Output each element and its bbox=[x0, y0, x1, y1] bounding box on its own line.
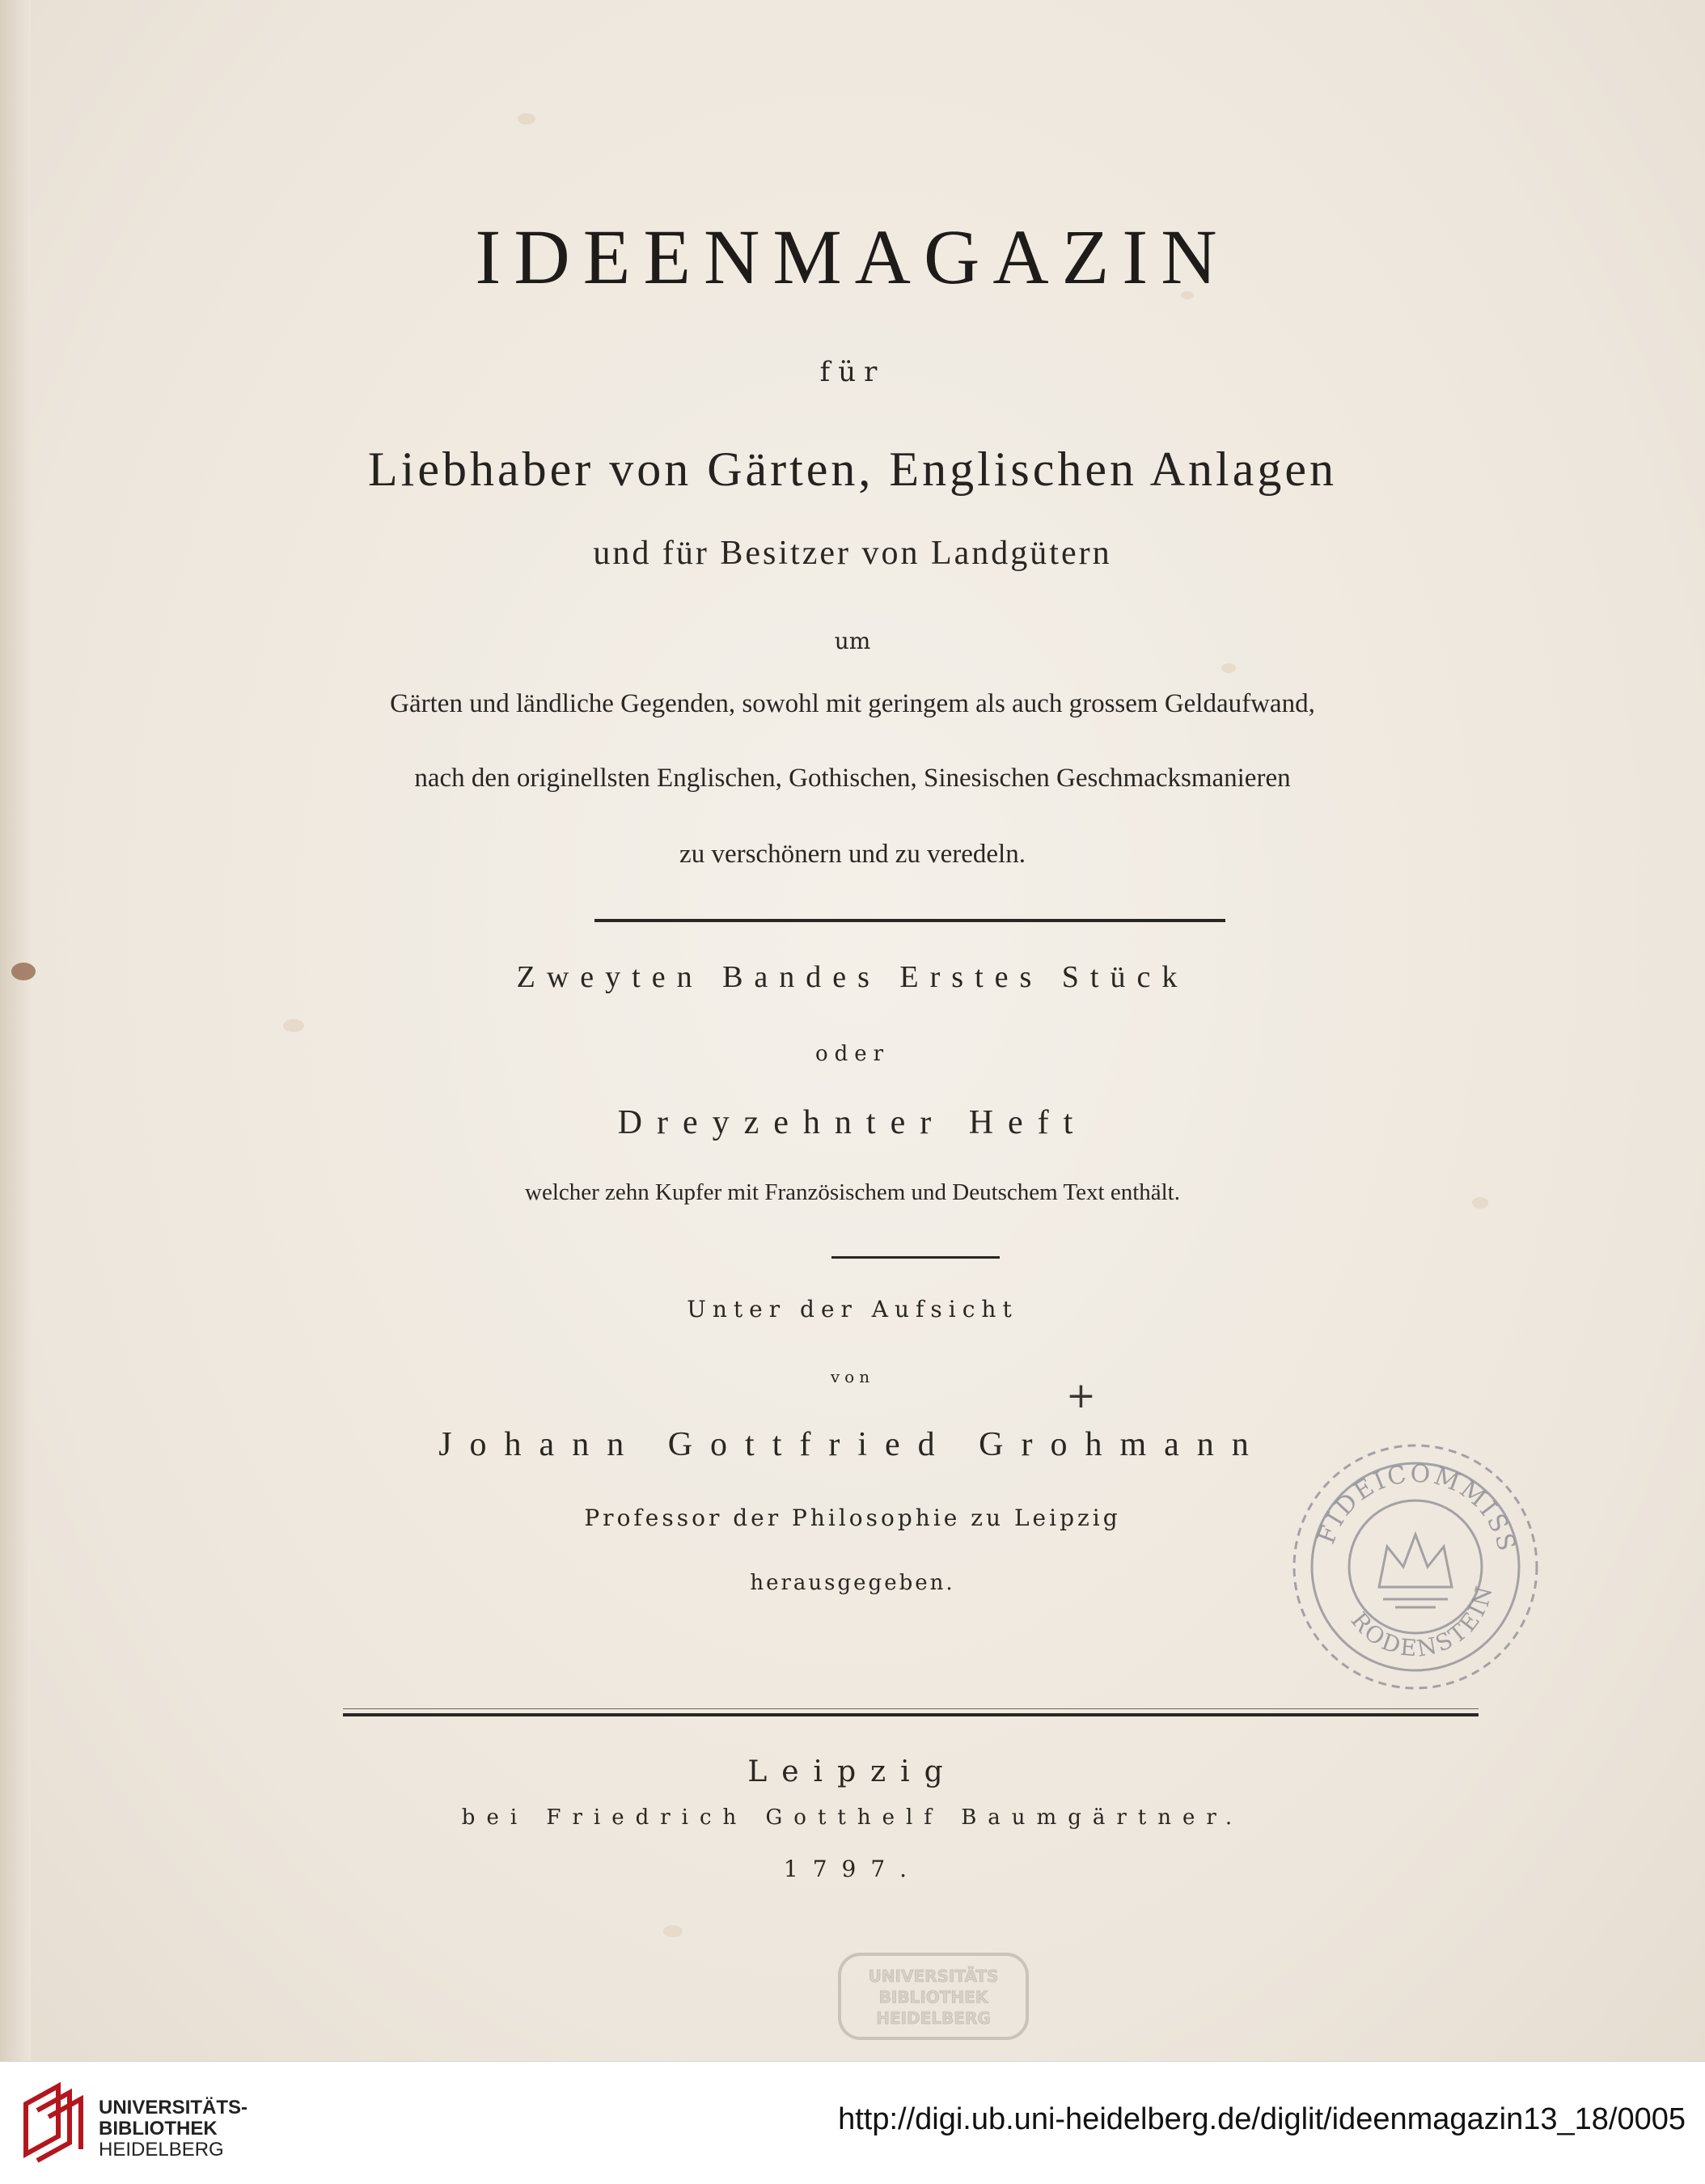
short-divider-rule bbox=[831, 1256, 1000, 1259]
description-line-1: Gärten und ländliche Gegenden, sowohl mit geringem als auch grossem Geldaufwand, bbox=[390, 689, 1315, 718]
permalink-url[interactable]: http://digi.ub.uni-heidelberg.de/diglit/ideenmagazin13_18/0005 bbox=[838, 2102, 1686, 2136]
handwritten-cross-mark: + bbox=[1066, 1375, 1096, 1416]
page-spine-shadow bbox=[0, 0, 31, 2061]
subtitle-line-2: und für Besitzer von Landgütern bbox=[593, 535, 1112, 572]
fideicommiss-seal-stamp bbox=[1282, 1433, 1549, 1700]
library-name-line-2: BIBLIOTHEK bbox=[99, 2118, 218, 2140]
library-name-line-1: UNIVERSITÄTS- bbox=[99, 2097, 248, 2118]
editor-title: Professor der Philosophie zu Leipzig bbox=[584, 1505, 1121, 1531]
foxing-spot bbox=[283, 1019, 304, 1032]
supervision-line: Unter der Aufsicht bbox=[687, 1296, 1018, 1323]
place-of-publication: Leipzig bbox=[747, 1755, 958, 1788]
description-line-3: zu verschönern und zu veredeln. bbox=[679, 840, 1026, 869]
for-word: für bbox=[819, 356, 886, 388]
svg-text:FIDEICOMMISS: FIDEICOMMISS bbox=[1312, 1459, 1521, 1556]
editor-name: Johann Gottfried Grohmann bbox=[438, 1426, 1267, 1463]
foxing-spot bbox=[518, 113, 535, 125]
svg-text:UNIVERSITÄTS: UNIVERSITÄTS bbox=[868, 1966, 999, 1986]
svg-text:BIBLIOTHEK: BIBLIOTHEK bbox=[878, 1987, 988, 2007]
subtitle-line-1: Liebhaber von Gärten, Englischen Anlagen bbox=[368, 442, 1337, 496]
svg-text:RODENSTEIN: RODENSTEIN bbox=[1345, 1581, 1499, 1662]
issue-line: Dreyzehnter Heft bbox=[617, 1104, 1088, 1141]
um-word: um bbox=[834, 628, 871, 654]
digitization-footer bbox=[0, 2061, 1705, 2184]
description-line-2: nach den originellsten Englischen, Gothischen, Sinesischen Geschmacksmanieren bbox=[414, 764, 1291, 793]
svg-text:HEIDELBERG: HEIDELBERG bbox=[876, 2008, 991, 2028]
book-title: IDEENMAGAZIN bbox=[475, 214, 1230, 300]
library-name-line-3: HEIDELBERG bbox=[99, 2139, 224, 2161]
library-name bbox=[99, 2097, 248, 2161]
library-ownership-stamp bbox=[836, 1951, 1030, 2042]
double-rule-thick bbox=[343, 1713, 1479, 1716]
foxing-spot bbox=[1221, 663, 1236, 673]
foxing-spot bbox=[663, 1925, 683, 1937]
oder-word: oder bbox=[814, 1042, 891, 1066]
publisher-line: bei Friedrich Gotthelf Baumgärtner. bbox=[461, 1805, 1244, 1830]
published-by: herausgegeben. bbox=[750, 1571, 955, 1595]
double-rule-thin bbox=[343, 1708, 1479, 1709]
von-word: von bbox=[830, 1367, 875, 1386]
plates-note: welcher zehn Kupfer mit Französischem und Deutschem Text enthält. bbox=[525, 1179, 1180, 1205]
publication-year: 1797. bbox=[783, 1856, 922, 1882]
divider-rule bbox=[594, 919, 1225, 922]
volume-line: Zweyten Bandes Erstes Stück bbox=[516, 960, 1189, 994]
university-library-logo-icon[interactable] bbox=[18, 2080, 95, 2164]
